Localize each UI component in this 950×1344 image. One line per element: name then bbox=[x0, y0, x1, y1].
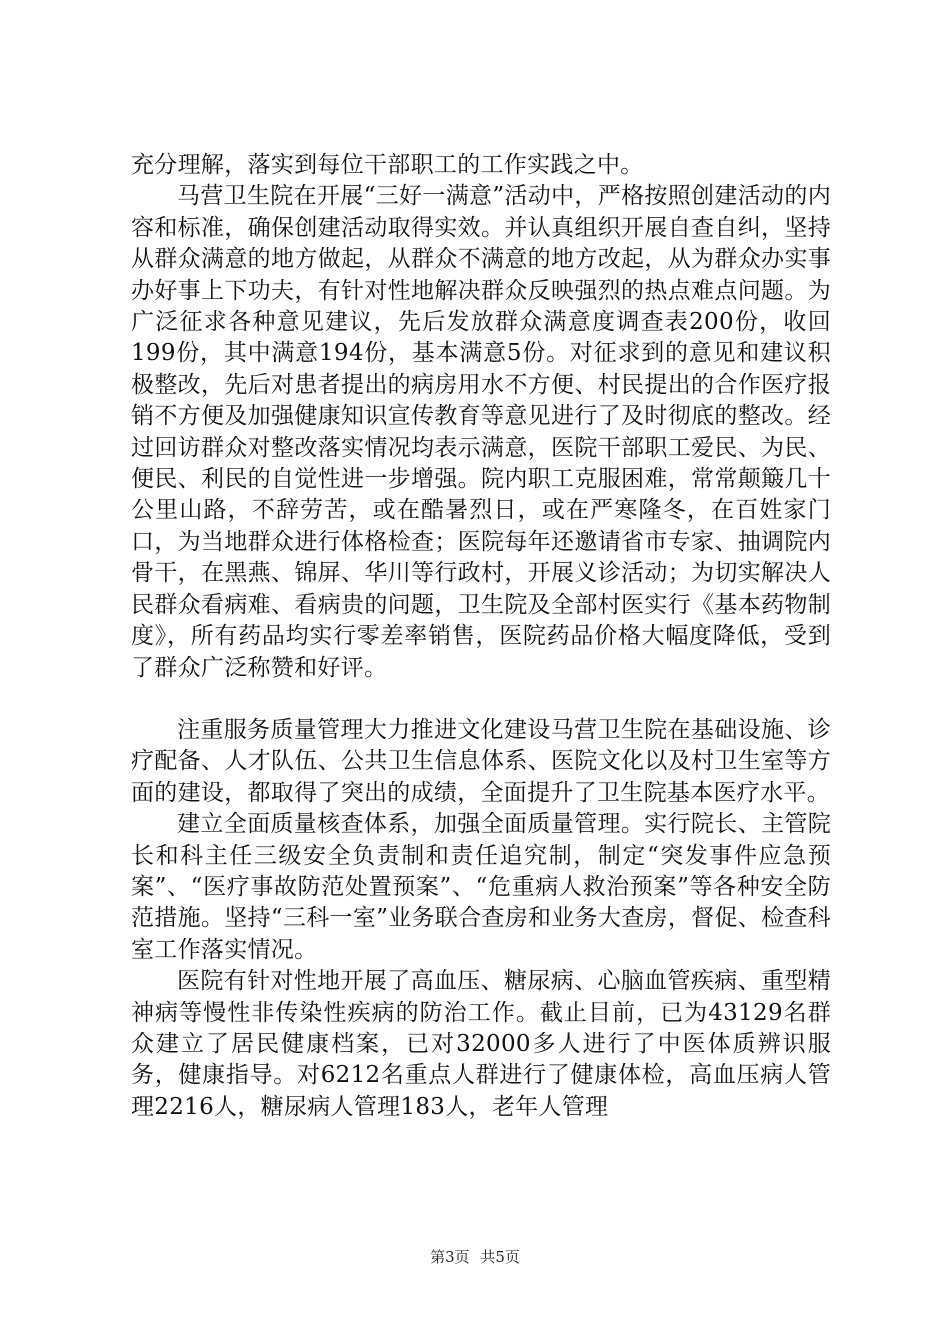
paragraph-service-quality: 注重服务质量管理大力推进文化建设马营卫生院在基础设施、诊疗配备、人才队伍、公共卫生信息体系、医院文化以及村卫生室等方面的建设，都取得了突出的成绩，全面提升了卫生院基本医疗水平。 bbox=[131, 716, 831, 806]
paragraph-continuation: 充分理解，落实到每位干部职工的工作实践之中。 bbox=[131, 152, 644, 178]
page-number: 第3页 bbox=[430, 1248, 470, 1266]
paragraph-three-good-one-satisfied: 马营卫生院在开展“三好一满意”活动中，严格按照创建活动的内容和标准，确保创建活动取得实效。并认真组织开展自查自纠，坚持从群众满意的地方做起，从群众不满意的地方改起，从为群众办实事办好事上下功夫，有针对性地解决群众反映强烈的热点难点问题。为广泛征求各种意见建议，先后发放群众满意度调查表200份，收回199份，其中满意194份，基本满意5份。对征求到的意见和建议积极整改，先后对患者提出的病房用水不方便、村民提出的合作医疗报销不方便及加强健康知识宣传教育等意见进行了及时彻底的整改。经过回访群众对整改落实情况均表示满意，医院干部职工爱民、为民、便民、利民的自觉性进一步增强。院内职工克服困难，常常颠簸几十公里山路，不辞劳苦，或在酷暑烈日，或在严寒隆冬，在百姓家门口，为当地群众进行体格检查；医院每年还邀请省市专家、抽调院内骨干，在黑燕、锦屏、华川等行政村，开展义诊活动；为切实解决人民群众看病难、看病贵的问题，卫生院及全部村医实行《基本药物制度》，所有药品均实行零差率销售，医院药品价格大幅度降低，受到了群众广泛称赞和好评。 bbox=[131, 183, 831, 681]
document-body bbox=[131, 150, 831, 1123]
paragraph-chronic-disease: 医院有针对性地开展了高血压、糖尿病、心脑血管疾病、重型精神病等慢性非传染性疾病的防治工作。截止目前，已为43129名群众建立了居民健康档案，已对32000多人进行了中医体质辨识服务，健康指导。对6212名重点人群进行了健康体检，高血压病人管理2216人，糖尿病人管理183人，老年人管理 bbox=[131, 968, 831, 1120]
page-footer bbox=[0, 1246, 950, 1267]
page-total: 共5页 bbox=[480, 1248, 520, 1266]
paragraph-quality-inspection: 建立全面质量核查体系，加强全面质量管理。实行院长、主管院长和科主任三级安全负责制和责任追究制，制定“突发事件应急预案”、“医疗事故防范处置预案”、“危重病人救治预案”等各种安全防范措施。坚持“三科一室”业务联合查房和业务大查房，督促、检查科室工作落实情况。 bbox=[131, 811, 831, 963]
